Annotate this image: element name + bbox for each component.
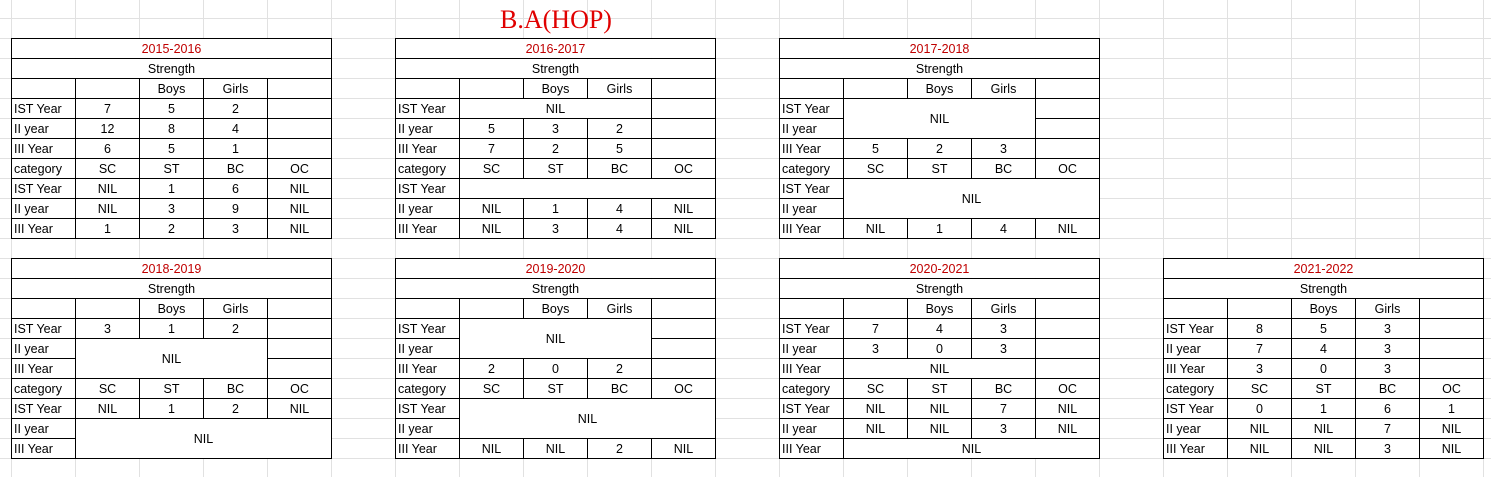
year-header[interactable]: 2015-2016 [12,39,332,59]
category-label[interactable]: category [12,159,76,179]
total-cell[interactable]: 7 [844,319,908,339]
oc-header[interactable]: OC [1036,379,1100,399]
boys-header[interactable]: Boys [524,299,588,319]
boys-cell[interactable]: 2 [908,139,972,159]
merged-nil-cell[interactable]: NIL [844,179,1100,219]
cell[interactable] [12,79,76,99]
st-header[interactable]: ST [524,159,588,179]
row-label[interactable]: IST Year [12,179,76,199]
bc-cell[interactable]: 4 [588,199,652,219]
strength-header[interactable]: Strength [12,279,332,299]
row-label[interactable]: IST Year [396,399,460,419]
st-cell[interactable]: 3 [524,219,588,239]
sc-header[interactable]: SC [844,159,908,179]
row-label[interactable]: II year [780,339,844,359]
total-cell[interactable]: 3 [844,339,908,359]
cell[interactable] [1420,359,1484,379]
oc-cell[interactable]: NIL [268,219,332,239]
st-header[interactable]: ST [1292,379,1356,399]
table-2016-2017 [395,38,715,239]
row-label[interactable]: III Year [396,359,460,379]
cell[interactable] [76,299,140,319]
cell[interactable] [268,359,332,379]
merged-nil-cell[interactable]: NIL [76,419,332,459]
cell[interactable] [844,299,908,319]
strength-header[interactable]: Strength [780,59,1100,79]
st-cell[interactable]: 2 [140,219,204,239]
bc-header[interactable]: BC [588,159,652,179]
sc-cell[interactable]: NIL [460,199,524,219]
boys-cell[interactable]: 5 [1292,319,1356,339]
boys-header[interactable]: Boys [140,79,204,99]
boys-cell[interactable]: 0 [1292,359,1356,379]
sc-header[interactable]: SC [844,379,908,399]
girls-cell[interactable]: 2 [204,319,268,339]
oc-cell[interactable]: NIL [652,439,716,459]
row-label[interactable]: IST Year [1164,319,1228,339]
year-header[interactable]: 2018-2019 [12,259,332,279]
total-cell[interactable]: 6 [76,139,140,159]
table-2020-2021 [779,258,1099,459]
cell[interactable] [780,299,844,319]
boys-cell[interactable]: 1 [140,319,204,339]
row-label[interactable]: III Year [780,139,844,159]
table-2017-2018 [779,38,1099,239]
oc-cell[interactable]: NIL [268,199,332,219]
row-label[interactable]: II year [396,339,460,359]
sheet-title[interactable]: B.A(HOP) [500,5,612,34]
row-label[interactable]: III Year [12,219,76,239]
st-cell[interactable]: NIL [524,439,588,459]
boys-header[interactable]: Boys [908,299,972,319]
boys-cell[interactable]: 3 [524,119,588,139]
sc-header[interactable]: SC [1228,379,1292,399]
st-cell[interactable]: NIL [908,419,972,439]
oc-cell[interactable]: NIL [268,399,332,419]
merged-empty-cell[interactable] [460,179,716,199]
girls-cell[interactable]: 2 [588,119,652,139]
row-label[interactable]: III Year [396,439,460,459]
girls-header[interactable]: Girls [972,299,1036,319]
year-header[interactable]: 2019-2020 [396,259,716,279]
st-cell[interactable]: 3 [140,199,204,219]
strength-header[interactable]: Strength [12,59,332,79]
boys-cell[interactable]: 4 [908,319,972,339]
bc-header[interactable]: BC [972,159,1036,179]
cell[interactable] [1036,79,1100,99]
year-header[interactable]: 2016-2017 [396,39,716,59]
merged-nil-cell[interactable]: NIL [460,399,716,439]
oc-cell[interactable]: NIL [268,179,332,199]
category-label[interactable]: category [780,159,844,179]
sc-cell[interactable]: NIL [76,399,140,419]
cell[interactable] [1228,299,1292,319]
row-label[interactable]: II year [1164,419,1228,439]
girls-header[interactable]: Girls [204,79,268,99]
table-2021-2022 [1163,258,1483,459]
row-label[interactable]: III Year [1164,359,1228,379]
category-label[interactable]: category [1164,379,1228,399]
oc-header[interactable]: OC [652,379,716,399]
girls-cell[interactable]: 3 [1356,359,1420,379]
row-label[interactable]: III Year [780,219,844,239]
oc-header[interactable]: OC [268,379,332,399]
st-cell[interactable]: 1 [1292,399,1356,419]
sc-cell[interactable]: NIL [844,219,908,239]
category-label[interactable]: category [396,159,460,179]
row-label[interactable]: IST Year [12,399,76,419]
year-header[interactable]: 2021-2022 [1164,259,1484,279]
bc-cell[interactable]: 4 [972,219,1036,239]
cell[interactable] [460,299,524,319]
row-label[interactable]: III Year [780,439,844,459]
total-cell[interactable]: 3 [76,319,140,339]
girls-cell[interactable]: 3 [972,339,1036,359]
merged-nil-cell[interactable]: NIL [844,439,1100,459]
oc-cell[interactable]: NIL [1420,419,1484,439]
sc-cell[interactable]: NIL [1228,419,1292,439]
cell[interactable] [1036,359,1100,379]
cell[interactable] [268,119,332,139]
oc-cell[interactable]: NIL [652,219,716,239]
bc-cell[interactable]: 3 [1356,439,1420,459]
table-2015-2016 [11,38,331,239]
oc-cell[interactable]: 1 [1420,399,1484,419]
girls-cell[interactable]: 3 [972,319,1036,339]
row-label[interactable]: II year [1164,339,1228,359]
merged-nil-cell[interactable]: NIL [460,99,652,119]
cell[interactable] [1036,119,1100,139]
row-label[interactable]: II year [12,199,76,219]
st-header[interactable]: ST [140,159,204,179]
total-cell[interactable]: 5 [460,119,524,139]
bc-cell[interactable]: 6 [204,179,268,199]
row-label[interactable]: IST Year [396,179,460,199]
row-label[interactable]: IST Year [1164,399,1228,419]
table-2018-2019 [11,258,331,459]
cell[interactable] [268,339,332,359]
row-label[interactable]: II year [780,119,844,139]
cell[interactable] [652,339,716,359]
row-label[interactable]: IST Year [780,319,844,339]
cell[interactable] [1036,339,1100,359]
bc-header[interactable]: BC [1356,379,1420,399]
cell[interactable] [1036,319,1100,339]
oc-cell[interactable]: NIL [1036,219,1100,239]
st-cell[interactable]: NIL [1292,439,1356,459]
row-label[interactable]: III Year [396,139,460,159]
sc-cell[interactable]: 0 [1228,399,1292,419]
category-label[interactable]: category [12,379,76,399]
cell[interactable] [1036,99,1100,119]
category-label[interactable]: category [780,379,844,399]
oc-cell[interactable]: NIL [1420,439,1484,459]
boys-cell[interactable]: 0 [524,359,588,379]
strength-header[interactable]: Strength [1164,279,1484,299]
cell[interactable] [1036,139,1100,159]
row-label[interactable]: IST Year [12,319,76,339]
cell[interactable] [1420,339,1484,359]
merged-nil-cell[interactable]: NIL [460,319,652,359]
cell[interactable] [652,119,716,139]
row-label[interactable]: IST Year [780,399,844,419]
bc-cell[interactable]: 3 [972,419,1036,439]
bc-cell[interactable]: 6 [1356,399,1420,419]
cell[interactable] [1420,319,1484,339]
category-label[interactable]: category [396,379,460,399]
cell[interactable] [844,79,908,99]
st-cell[interactable]: 1 [140,179,204,199]
row-label[interactable]: IST Year [780,99,844,119]
boys-cell[interactable]: 5 [140,99,204,119]
row-label[interactable]: IST Year [12,99,76,119]
row-label[interactable]: III Year [396,219,460,239]
bc-cell[interactable]: 4 [588,219,652,239]
oc-cell[interactable]: NIL [1036,399,1100,419]
boys-cell[interactable]: 8 [140,119,204,139]
cell[interactable] [76,79,140,99]
cell[interactable] [268,299,332,319]
bc-cell[interactable]: 9 [204,199,268,219]
bc-header[interactable]: BC [204,379,268,399]
st-cell[interactable]: 1 [140,399,204,419]
row-label[interactable]: III Year [1164,439,1228,459]
row-label[interactable]: IST Year [396,99,460,119]
cell[interactable] [268,99,332,119]
total-cell[interactable]: 7 [460,139,524,159]
st-cell[interactable]: NIL [1292,419,1356,439]
boys-cell[interactable]: 4 [1292,339,1356,359]
st-cell[interactable]: 1 [908,219,972,239]
sc-cell[interactable]: 1 [76,219,140,239]
sc-cell[interactable]: NIL [844,419,908,439]
sc-cell[interactable]: NIL [76,199,140,219]
row-label[interactable]: II year [780,199,844,219]
row-label[interactable]: IST Year [396,319,460,339]
girls-header[interactable]: Girls [972,79,1036,99]
sc-cell[interactable]: NIL [460,439,524,459]
total-cell[interactable]: 5 [844,139,908,159]
cell[interactable] [1164,299,1228,319]
total-cell[interactable]: 12 [76,119,140,139]
merged-nil-cell[interactable]: NIL [76,339,268,379]
row-label[interactable]: II year [12,419,76,439]
boys-cell[interactable]: 0 [908,339,972,359]
strength-header[interactable]: Strength [396,59,716,79]
cell[interactable] [268,319,332,339]
row-label[interactable]: II year [396,119,460,139]
oc-header[interactable]: OC [1036,159,1100,179]
girls-cell[interactable]: 5 [588,139,652,159]
row-label[interactable]: II year [396,419,460,439]
st-header[interactable]: ST [140,379,204,399]
boys-header[interactable]: Boys [908,79,972,99]
row-label[interactable]: II year [780,419,844,439]
girls-cell[interactable]: 1 [204,139,268,159]
girls-header[interactable]: Girls [204,299,268,319]
bc-cell[interactable]: 7 [1356,419,1420,439]
sc-header[interactable]: SC [76,379,140,399]
row-label[interactable]: IST Year [780,179,844,199]
cell[interactable] [396,299,460,319]
sc-cell[interactable]: NIL [460,219,524,239]
cell[interactable] [268,139,332,159]
boys-header[interactable]: Boys [524,79,588,99]
strength-header[interactable]: Strength [780,279,1100,299]
row-label[interactable]: II year [396,199,460,219]
row-label[interactable]: II year [12,339,76,359]
bc-header[interactable]: BC [204,159,268,179]
total-cell[interactable]: 2 [460,359,524,379]
total-cell[interactable]: 7 [76,99,140,119]
cell[interactable] [780,79,844,99]
cell[interactable] [652,99,716,119]
boys-cell[interactable]: 2 [524,139,588,159]
st-cell[interactable]: NIL [908,399,972,419]
boys-header[interactable]: Boys [140,299,204,319]
bc-cell[interactable]: 7 [972,399,1036,419]
total-cell[interactable]: 3 [1228,359,1292,379]
sc-cell[interactable]: NIL [844,399,908,419]
row-label[interactable]: III Year [12,439,76,459]
oc-cell[interactable]: NIL [1036,419,1100,439]
bc-header[interactable]: BC [588,379,652,399]
row-label[interactable]: III Year [12,359,76,379]
cell[interactable] [652,79,716,99]
total-cell[interactable]: 7 [1228,339,1292,359]
girls-header[interactable]: Girls [588,299,652,319]
bc-header[interactable]: BC [972,379,1036,399]
cell[interactable] [12,299,76,319]
oc-header[interactable]: OC [268,159,332,179]
st-header[interactable]: ST [908,379,972,399]
girls-header[interactable]: Girls [1356,299,1420,319]
cell[interactable] [396,79,460,99]
girls-cell[interactable]: 3 [972,139,1036,159]
sc-header[interactable]: SC [460,159,524,179]
st-header[interactable]: ST [524,379,588,399]
girls-cell[interactable]: 4 [204,119,268,139]
st-header[interactable]: ST [908,159,972,179]
sc-cell[interactable]: NIL [76,179,140,199]
girls-cell[interactable]: 3 [1356,339,1420,359]
girls-header[interactable]: Girls [588,79,652,99]
girls-cell[interactable]: 2 [588,359,652,379]
row-label[interactable]: II year [12,119,76,139]
cell[interactable] [1420,299,1484,319]
boys-cell[interactable]: 5 [140,139,204,159]
sc-header[interactable]: SC [76,159,140,179]
st-cell[interactable]: 1 [524,199,588,219]
cell[interactable] [460,79,524,99]
year-header[interactable]: 2020-2021 [780,259,1100,279]
cell[interactable] [652,359,716,379]
cell[interactable] [652,139,716,159]
oc-header[interactable]: OC [1420,379,1484,399]
total-cell[interactable]: 8 [1228,319,1292,339]
cell[interactable] [268,79,332,99]
sc-header[interactable]: SC [460,379,524,399]
boys-header[interactable]: Boys [1292,299,1356,319]
cell[interactable] [652,319,716,339]
merged-nil-cell[interactable]: NIL [844,99,1036,139]
table-2019-2020 [395,258,715,459]
merged-nil-cell[interactable]: NIL [844,359,1036,379]
year-header[interactable]: 2017-2018 [780,39,1100,59]
row-label[interactable]: III Year [780,359,844,379]
oc-cell[interactable]: NIL [652,199,716,219]
girls-cell[interactable]: 2 [204,99,268,119]
cell[interactable] [1036,299,1100,319]
row-label[interactable]: III Year [12,139,76,159]
cell[interactable] [652,299,716,319]
bc-cell[interactable]: 2 [204,399,268,419]
bc-cell[interactable]: 2 [588,439,652,459]
sc-cell[interactable]: NIL [1228,439,1292,459]
strength-header[interactable]: Strength [396,279,716,299]
bc-cell[interactable]: 3 [204,219,268,239]
girls-cell[interactable]: 3 [1356,319,1420,339]
oc-header[interactable]: OC [652,159,716,179]
